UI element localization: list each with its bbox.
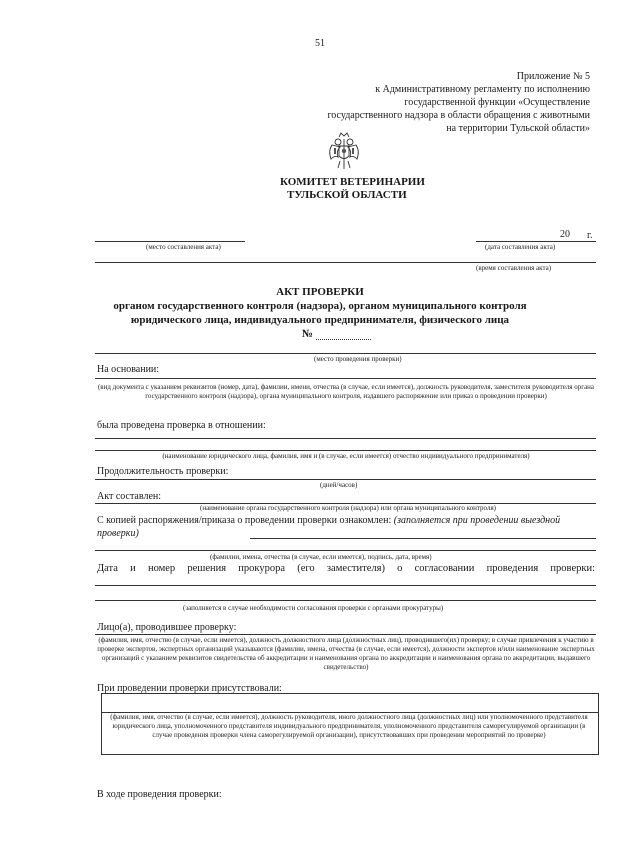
copy-order-caption: (фамилии, имена, отчества (в случае, если имеется), подпись, дата, время): [210, 553, 432, 561]
copy-order-line-2: [95, 550, 596, 551]
basis-label: На основании:: [97, 364, 160, 375]
prosecutor-line-2: [95, 600, 596, 601]
place-line: [95, 241, 245, 242]
committee-title-2: ТУЛЬСКОЙ ОБЛАСТИ: [287, 189, 407, 201]
during-label: В ходе проведения проверки:: [97, 789, 222, 800]
time-line: [95, 262, 596, 263]
basis-line: [95, 378, 596, 379]
regarding-line-2: [95, 450, 596, 451]
date-caption: (дата составления акта): [485, 243, 556, 251]
appendix-line-3: государственной функции «Осуществление: [404, 97, 590, 108]
regarding-caption: (наименование юридического лица, фамилия, имя и (в случае, если имеется) отчество индивидуального предпринимателя): [162, 452, 530, 460]
basis-caption: (вид документа с указанием реквизитов (номер, дата), фамилии, имени, отчества (в случае, если имеется), должность руководителя, заместителя руководителя органа государственного контроля (надзора), органа муниципального контроля, издавшего распоряжение или приказ о проведении проверки): [97, 383, 595, 400]
appendix-line-2: к Административному регламенту по исполнению: [375, 84, 590, 95]
act-subtitle-2: юридического лица, индивидуального предпринимателя, физического лица: [130, 314, 510, 326]
date-line: [476, 241, 596, 242]
act-number-line: [316, 339, 371, 340]
prosecutor-label: Дата и номер решения прокурора (его заместителя) о согласовании проведения проверки:: [97, 563, 595, 574]
time-caption: (время составления акта): [476, 264, 552, 272]
prosecutor-line-1: [95, 585, 596, 586]
copy-order-note: (заполняется при проведении выездной проверки): [97, 515, 561, 539]
act-subtitle-1: органом государственного контроля (надзора), органом муниципального контроля: [113, 300, 527, 312]
appendix-line-1: Приложение № 5: [516, 71, 590, 82]
compiled-caption: (наименование органа государственного контроля (надзора) или органа муниципального контроля): [200, 504, 497, 512]
inspectors-label: Лицо(а), проводившее проверку:: [97, 622, 237, 633]
place-check-caption: (место проведения проверки): [314, 355, 402, 363]
copy-order-line-1: [250, 538, 596, 539]
place-check-line: [95, 353, 596, 354]
duration-caption: (дней/часов): [320, 481, 358, 489]
present-label: При проведении проверки присутствовали:: [97, 683, 282, 694]
duration-line: [95, 479, 596, 480]
regarding-label: была проведена проверка в отношении:: [97, 420, 266, 431]
copy-order-label: С копией распоряжения/приказа о проведении проверки ознакомлен:: [97, 515, 392, 526]
appendix-line-4: государственного надзора в области обращения с животными: [327, 110, 590, 121]
prosecutor-caption: (заполняется в случае необходимости согласования проверки с органами прокуратуры): [183, 604, 444, 612]
inspectors-caption: (фамилия, имя, отчество (в случае, если имеется), должность должностного лица (должностных лиц), проводившего(их) проверку; в случае привлечения к участию в проверке экспертов, экспертных организаций указываются (фамилии, имена, отчества (в случае, если имеется), должности экспертов и/или наименование экспертных организаций с указанием реквизитов свидетельства об аккредитации и наименования органа по аккредитации и наименования органа по аккредитации, выдавшего свидетельство): [97, 636, 595, 671]
coat-of-arms-emblem: [326, 131, 362, 171]
year-prefix: 20: [560, 229, 570, 240]
copy-order-paragraph: [97, 514, 595, 540]
duration-label: Продолжительность проверки:: [97, 466, 229, 477]
appendix-line-5: на территории Тульской области»: [446, 123, 590, 134]
appendix-block: [190, 70, 590, 135]
act-number-label: №: [302, 328, 314, 340]
year-suffix: г.: [587, 230, 593, 241]
compiled-label: Акт составлен:: [97, 491, 162, 502]
page-number: 51: [315, 38, 325, 49]
place-caption: (место составления акта): [146, 243, 221, 251]
regarding-line-1: [95, 438, 596, 439]
inspectors-line: [95, 634, 596, 635]
committee-title-1: КОМИТЕТ ВЕТЕРИНАРИИ: [280, 176, 425, 188]
act-title: АКТ ПРОВЕРКИ: [276, 286, 364, 298]
present-caption: (фамилия, имя, отчество (в случае, если имеется), должность руководителя, иного должностного лица (должностных лиц) или уполномоченного представителя юридического лица, уполномоченного представителя индивидуального предпринимателя, уполномоченного представителя саморегулируемой организации (в случае проведения проверки члена саморегулируемой организации), присутствовавших при проведении мероприятий по проверке): [110, 713, 588, 739]
